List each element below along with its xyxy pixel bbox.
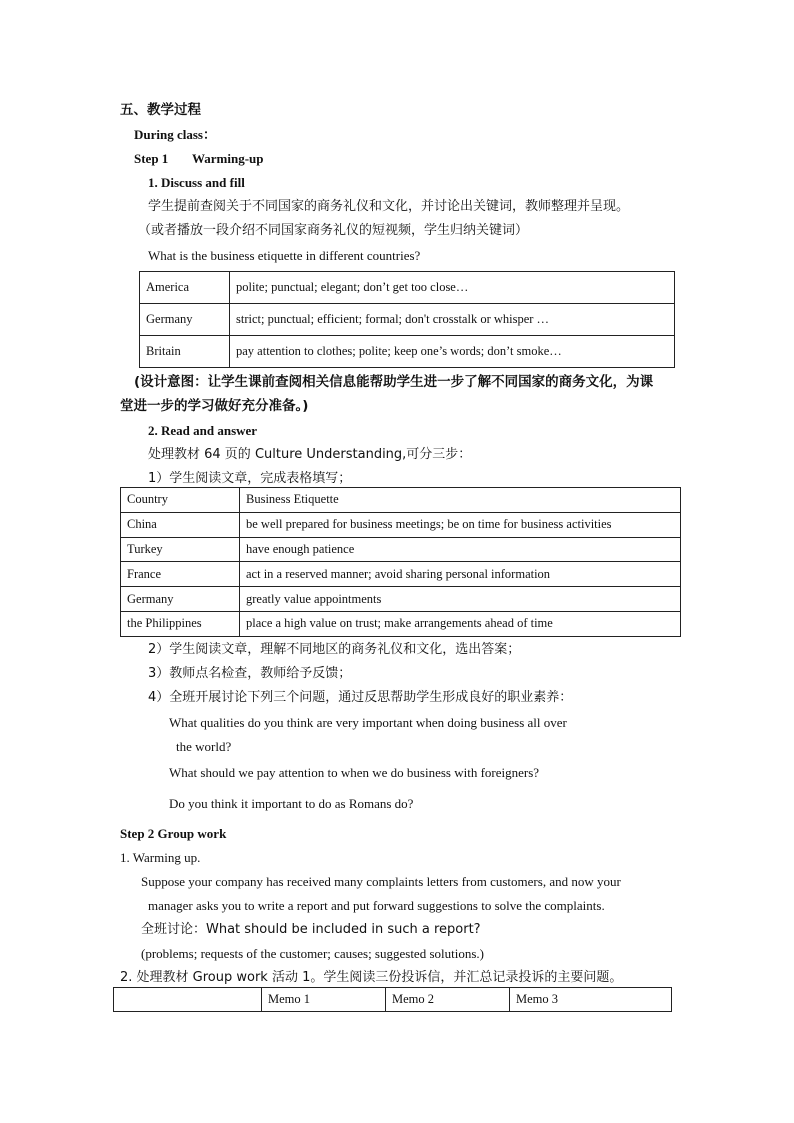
step2-heading: Step 2 Group work <box>120 826 227 841</box>
table-row <box>140 304 675 336</box>
memo2-header: Memo 2 <box>386 988 510 1012</box>
part2-heading: 2. Read and answer <box>148 423 258 438</box>
table-row <box>140 336 675 368</box>
section-heading: 五、教学过程 <box>120 102 201 118</box>
during-class-label: During class： <box>134 127 216 142</box>
etiquette-cell: greatly value appointments <box>240 587 681 612</box>
table-row <box>121 587 681 612</box>
keywords-cell: polite; punctual; elegant; don’t get too close… <box>230 272 675 304</box>
part1-question: What is the business etiquette in different countries? <box>148 248 421 263</box>
step2-hints: (problems; requests of the customer; causes; suggested solutions.) <box>141 946 484 961</box>
step1-title: Warming-up <box>192 151 264 166</box>
table-header-row <box>114 988 672 1012</box>
country-cell: the Philippines <box>121 611 240 636</box>
part1-heading: 1. Discuss and fill <box>148 175 245 190</box>
discussion-question-1a: What qualities do you think are very important when doing business all over <box>169 715 567 730</box>
step2-item2: 2. 处理教材 Group work 活动 1。学生阅读三份投诉信，并汇总记录投诉的主要问题。 <box>120 970 623 985</box>
etiquette-cell: act in a reserved manner; avoid sharing personal information <box>240 562 681 587</box>
part1-line2: （或者播放一段介绍不同国家商务礼仪的短视频，学生归纳关键词） <box>138 223 529 238</box>
step1-label: Step 1 <box>134 151 169 166</box>
part2-step4: 4）全班开展讨论下列三个问题，通过反思帮助学生形成良好的职业素养： <box>148 690 573 705</box>
part1-line1: 学生提前查阅关于不同国家的商务礼仪和文化，并讨论出关键词，教师整理并呈现。 <box>148 199 630 214</box>
design-intent-line1: (设计意图：让学生课前查阅相关信息能帮助学生进一步了解不同国家的商务文化，为课 <box>134 374 654 390</box>
table-header-row <box>121 488 681 513</box>
etiquette-cell: have enough patience <box>240 537 681 562</box>
design-intent-line2: 堂进一步的学习做好充分准备。) <box>120 398 309 414</box>
memo-table <box>113 987 672 1012</box>
country-cell: Turkey <box>121 537 240 562</box>
country-cell: France <box>121 562 240 587</box>
header-country: Country <box>121 488 240 513</box>
step2-paragraph-line1: Suppose your company has received many complaints letters from customers, and now your <box>141 874 621 889</box>
country-cell: China <box>121 512 240 537</box>
discussion-question-1b: the world? <box>176 739 232 754</box>
table-row <box>121 512 681 537</box>
table-row <box>121 537 681 562</box>
country-cell: Germany <box>140 304 230 336</box>
etiquette-cell: be well prepared for business meetings; be on time for business activities <box>240 512 681 537</box>
memo1-header: Memo 1 <box>262 988 386 1012</box>
table-row <box>140 272 675 304</box>
keywords-cell: pay attention to clothes; polite; keep one’s words; don’t smoke… <box>230 336 675 368</box>
discussion-question-2: What should we pay attention to when we do business with foreigners? <box>169 765 540 780</box>
country-cell: Germany <box>121 587 240 612</box>
country-cell: America <box>140 272 230 304</box>
discussion-question-3: Do you think it important to do as Romans do? <box>169 796 414 811</box>
step2-discussion: 全班讨论：What should be included in such a report? <box>141 922 481 937</box>
table-row <box>121 611 681 636</box>
etiquette-cell: place a high value on trust; make arrangements ahead of time <box>240 611 681 636</box>
part2-step1: 1）学生阅读文章，完成表格填写； <box>148 471 352 486</box>
header-etiquette: Business Etiquette <box>240 488 681 513</box>
step2-item1: 1. Warming up. <box>120 850 201 865</box>
part2-step2: 2）学生阅读文章，理解不同地区的商务礼仪和文化，选出答案； <box>148 642 521 657</box>
country-cell: Britain <box>140 336 230 368</box>
business-etiquette-table <box>120 487 681 637</box>
keywords-cell: strict; punctual; efficient; formal; don't crosstalk or whisper … <box>230 304 675 336</box>
table-row <box>121 562 681 587</box>
part2-step3: 3）教师点名检查，教师给予反馈； <box>148 666 352 681</box>
etiquette-keywords-table <box>139 271 675 368</box>
step2-paragraph-line2: manager asks you to write a report and put forward suggestions to solve the complaints. <box>148 898 605 913</box>
part2-intro: 处理教材 64 页的 Culture Understanding,可分三步： <box>148 447 472 462</box>
blank-cell <box>114 988 262 1012</box>
memo3-header: Memo 3 <box>510 988 672 1012</box>
